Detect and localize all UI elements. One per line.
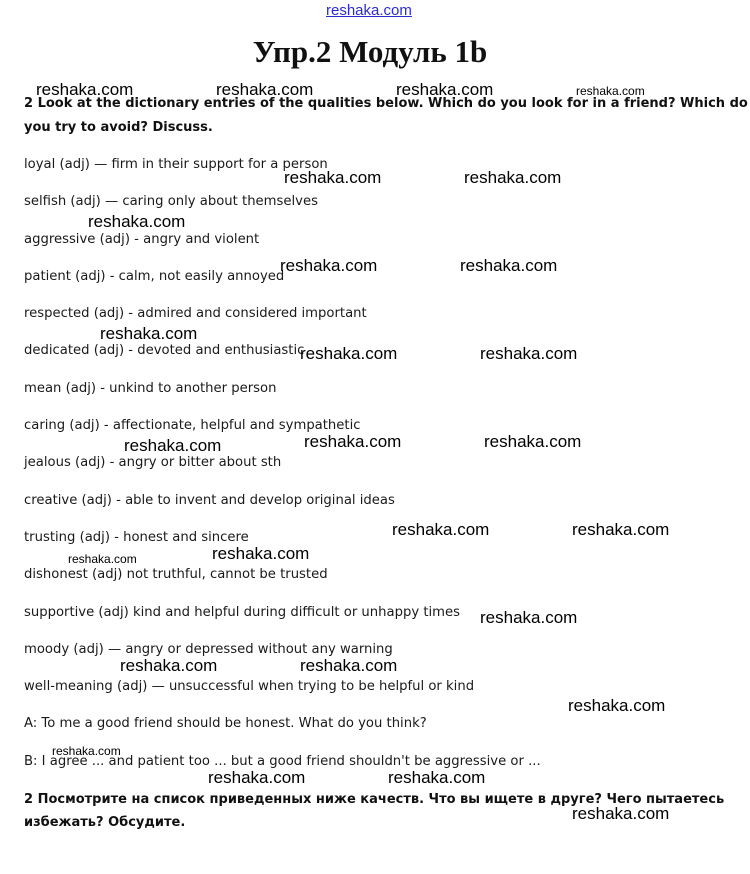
watermark: reshaka.com: [572, 804, 670, 823]
watermark: reshaka.com: [36, 80, 134, 99]
watermark: reshaka.com: [396, 80, 494, 99]
entry-jealous: jealous (adj) - angry or bitter about sth: [24, 455, 282, 470]
entry-creative: creative (adj) - able to invent and develop original ideas: [24, 493, 395, 508]
entry-patient: patient (adj) - calm, not easily annoyed: [24, 269, 285, 284]
dialogue-b: B: I agree ... and patient too ... but a good friend shouldn't be aggressive or ...: [24, 754, 541, 769]
watermark: reshaka.com: [568, 696, 666, 715]
entry-trusting: trusting (adj) - honest and sincere: [24, 530, 249, 545]
site-link[interactable]: reshaka.com: [326, 2, 412, 19]
entry-respected: respected (adj) - admired and considered important: [24, 306, 367, 321]
watermark-small: reshaka.com: [68, 552, 137, 566]
entry-well-meaning: well-meaning (adj) — unsuccessful when trying to be helpful or kind: [24, 679, 475, 694]
watermark: reshaka.com: [464, 168, 562, 187]
page-title: Упр.2 Модуль 1b: [252, 34, 488, 69]
task-instruction-line-2: you try to avoid? Discuss.: [24, 120, 213, 135]
watermark-small: reshaka.com: [52, 744, 121, 758]
entry-moody: moody (adj) — angry or depressed without any warning: [24, 642, 393, 657]
watermark: reshaka.com: [480, 608, 578, 627]
entry-loyal: loyal (adj) — firm in their support for a person: [24, 157, 328, 172]
entry-supportive: supportive (adj) kind and helpful during difficult or unhappy times: [24, 605, 460, 620]
watermark: reshaka.com: [120, 656, 218, 675]
watermark: reshaka.com: [300, 656, 398, 675]
translation-line-1: 2 Посмотрите на список приведенных ниже качеств. Что вы ищете в друге? Чего пытаетесь: [24, 792, 725, 807]
entry-mean: mean (adj) - unkind to another person: [24, 381, 277, 396]
watermark: reshaka.com: [460, 256, 558, 275]
watermark: reshaka.com: [300, 344, 398, 363]
watermark: reshaka.com: [284, 168, 382, 187]
watermark: reshaka.com: [124, 436, 222, 455]
entry-aggressive: aggressive (adj) - angry and violent: [24, 232, 260, 247]
watermark: reshaka.com: [388, 768, 486, 787]
entry-dedicated: dedicated (adj) - devoted and enthusiastic: [24, 343, 305, 358]
entry-caring: caring (adj) - affectionate, helpful and sympathetic: [24, 418, 361, 433]
watermark: reshaka.com: [480, 344, 578, 363]
watermark: reshaka.com: [392, 520, 490, 539]
watermark: reshaka.com: [216, 80, 314, 99]
watermark: reshaka.com: [88, 212, 186, 231]
watermark: reshaka.com: [280, 256, 378, 275]
task-instruction-line-1: 2 Look at the dictionary entries of the qualities below. Which do you look for in a friend? Which do: [24, 96, 748, 111]
watermark: reshaka.com: [212, 544, 310, 563]
watermark: reshaka.com: [100, 324, 198, 343]
watermark-small: reshaka.com: [576, 84, 645, 98]
watermark: reshaka.com: [304, 432, 402, 451]
watermark: reshaka.com: [572, 520, 670, 539]
dialogue-a: A: To me a good friend should be honest. What do you think?: [24, 716, 427, 731]
watermark: reshaka.com: [484, 432, 582, 451]
translation-line-2: избежать? Обсудите.: [24, 815, 186, 830]
entry-selfish: selfish (adj) — caring only about themselves: [24, 194, 318, 209]
entry-dishonest: dishonest (adj) not truthful, cannot be trusted: [24, 567, 328, 582]
watermark: reshaka.com: [208, 768, 306, 787]
